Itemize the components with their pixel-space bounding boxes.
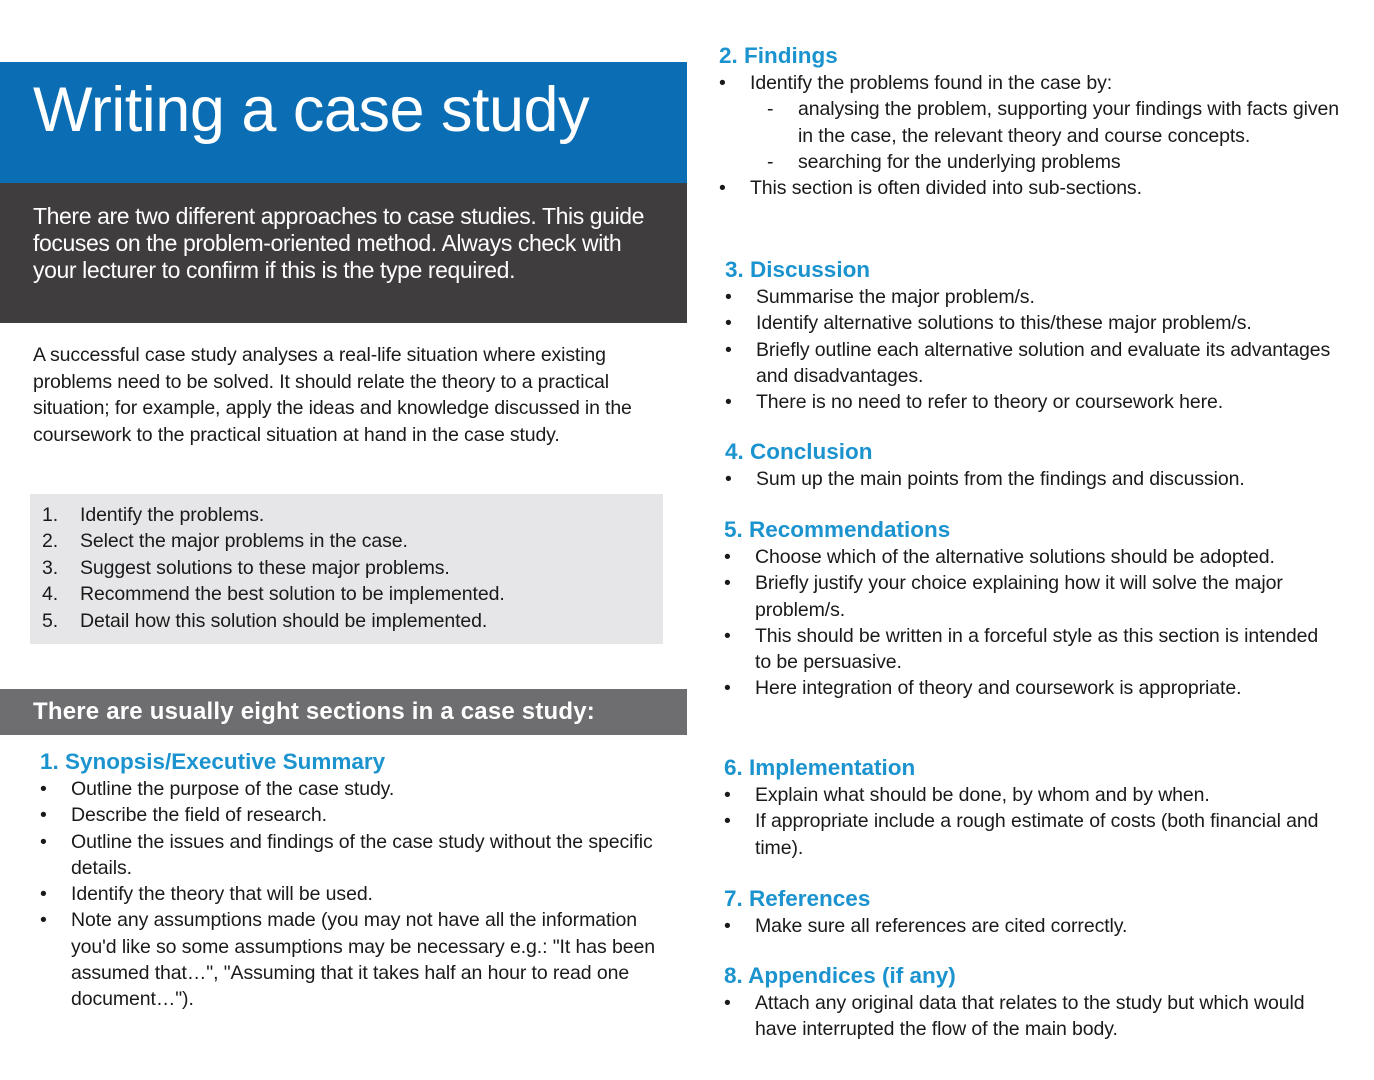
section-references [724,885,1344,939]
page-title: Writing a case study [33,75,590,145]
list-item-text: Explain what should be done, by whom and by when. [755,784,1210,806]
list-item-text: Briefly justify your choice explaining how it will solve the major problem/s. [755,572,1283,621]
list-item [724,623,1324,676]
title-banner [0,62,687,183]
bullet-list [724,990,1344,1043]
section-synopsis [40,748,660,1013]
bullet-list [40,776,660,1013]
step-text: Suggest solutions to these major problems. [80,556,450,579]
list-item-text: Identify the problems found in the case by: [750,72,1113,94]
bullet-icon: • [725,312,732,335]
section-heading: 4. Conclusion [725,439,873,464]
bullet-icon: • [724,546,731,568]
bullet-icon: • [40,883,47,906]
list-item [40,802,660,828]
section-heading: 5. Recommendations [724,517,951,542]
bullet-icon: • [40,830,47,853]
list-item-text: Attach any original data that relates to the study but which would have interrupted the flow of the main body. [755,992,1305,1041]
list-item [725,466,1345,492]
list-item [724,808,1324,861]
section-heading: 8. Appendices (if any) [724,963,956,988]
bullet-icon: • [725,468,732,490]
step-number: 1. [42,504,59,526]
list-item [724,913,1344,939]
list-item [40,776,660,802]
step-text: Identify the problems. [80,504,265,526]
section-heading: 7. References [724,886,871,911]
step-item [42,502,505,528]
section-findings [719,42,1359,201]
sub-list-item [719,96,1359,149]
bullet-list [724,544,1324,702]
list-item [725,389,1345,415]
section-heading: 6. Implementation [724,755,916,780]
section-recommendations [724,516,1324,702]
list-item [724,570,1324,623]
list-item-text: Identify alternative solutions to this/these major problem/s. [756,312,1252,335]
steps-list [42,502,505,634]
list-item-text: analysing the problem, supporting your findings with facts given in the case, the relevant theory and course concepts. [798,98,1339,147]
bullet-icon: • [724,810,731,833]
step-item [42,608,505,634]
step-number: 2. [42,530,59,553]
bullet-icon: • [724,784,731,806]
section-heading: 3. Discussion [725,257,871,282]
list-item-text: This section is often divided into sub-sections. [750,177,1142,200]
bullet-list [725,466,1345,492]
step-text: Select the major problems in the case. [80,530,408,553]
list-item [725,310,1345,336]
intro-text: There are two different approaches to case studies. This guide focuses on the problem-oriented method. Always check with your lecturer to confirm if this is the type required. [33,203,645,283]
sections-heading-banner [0,689,687,735]
bullet-icon: • [719,72,726,94]
list-item-text: Summarise the major problem/s. [756,286,1035,308]
bullet-icon: • [724,624,731,647]
sections-heading: There are usually eight sections in a case study: [33,698,595,725]
bullet-list [725,284,1345,415]
list-item [40,881,660,907]
section-discussion [725,256,1345,415]
list-item-text: Briefly outline each alternative solution and evaluate its advantages and disadvantages. [756,338,1331,387]
bullet-icon: • [725,338,732,361]
list-item [719,175,1359,201]
bullet-icon: • [719,177,726,200]
list-item-text: searching for the underlying problems [798,150,1121,173]
list-item [724,782,1324,808]
list-item-text: Identify the theory that will be used. [71,883,373,906]
step-item [42,581,505,607]
list-item [40,907,660,1012]
bullet-icon: • [724,677,731,700]
steps-box [30,494,663,644]
list-item-text: Outline the purpose of the case study. [71,778,395,800]
list-item [719,70,1359,96]
list-item [724,675,1324,701]
section-conclusion [725,438,1345,492]
list-item-text: Make sure all references are cited correctly. [755,915,1128,937]
bullet-icon: • [724,572,731,595]
step-number: 4. [42,583,59,606]
list-item-text: Outline the issues and findings of the case study without the specific details. [71,830,653,879]
list-item-text: There is no need to refer to theory or coursework here. [756,391,1224,414]
dash-icon: - [767,98,774,121]
list-item [40,829,660,882]
section-implementation [724,754,1324,861]
list-item-text: Sum up the main points from the findings and discussion. [756,468,1245,490]
body-paragraph: A successful case study analyses a real-life situation where existing problems need to be solved. It should relate the theory to a practical situation; for example, apply the ideas and knowledge discussed in the coursework to the practical situation at hand in the case study. [33,344,632,446]
bullet-icon: • [40,778,47,800]
intro-banner [0,183,687,323]
step-number: 3. [42,556,59,579]
bullet-icon: • [725,286,732,308]
step-text: Detail how this solution should be implemented. [80,609,488,632]
list-item [725,284,1345,310]
bullet-icon: • [724,915,731,937]
list-item-text: Choose which of the alternative solutions should be adopted. [755,546,1275,568]
list-item [724,990,1344,1043]
list-item-text: Here integration of theory and coursework is appropriate. [755,677,1242,700]
list-item-text: Note any assumptions made (you may not have all the information you'd like so some assumptions may be necessary e.g.: "It has been assumed that…", "Assuming that it takes half an hour to read one document…"). [71,909,655,1011]
bullet-list [724,782,1324,861]
bullet-icon: • [40,909,47,932]
section-heading: 2. Findings [719,43,838,68]
bullet-list [719,70,1359,201]
step-item [42,555,505,581]
bullet-icon: • [40,804,47,827]
dash-icon: - [767,150,774,173]
sub-list-item [719,149,1359,175]
list-item [724,544,1324,570]
list-item-text: If appropriate include a rough estimate of costs (both financial and time). [755,810,1319,859]
list-item-text: Describe the field of research. [71,804,327,827]
bullet-icon: • [725,391,732,414]
step-item [42,528,505,554]
step-number: 5. [42,609,59,632]
section-heading: 1. Synopsis/Executive Summary [40,749,386,774]
section-appendices [724,962,1344,1043]
bullet-icon: • [724,992,731,1014]
bullet-list [724,913,1344,939]
list-item [725,337,1345,390]
step-text: Recommend the best solution to be implemented. [80,583,505,606]
list-item-text: This should be written in a forceful style as this section is intended to be persuasive. [755,624,1319,674]
